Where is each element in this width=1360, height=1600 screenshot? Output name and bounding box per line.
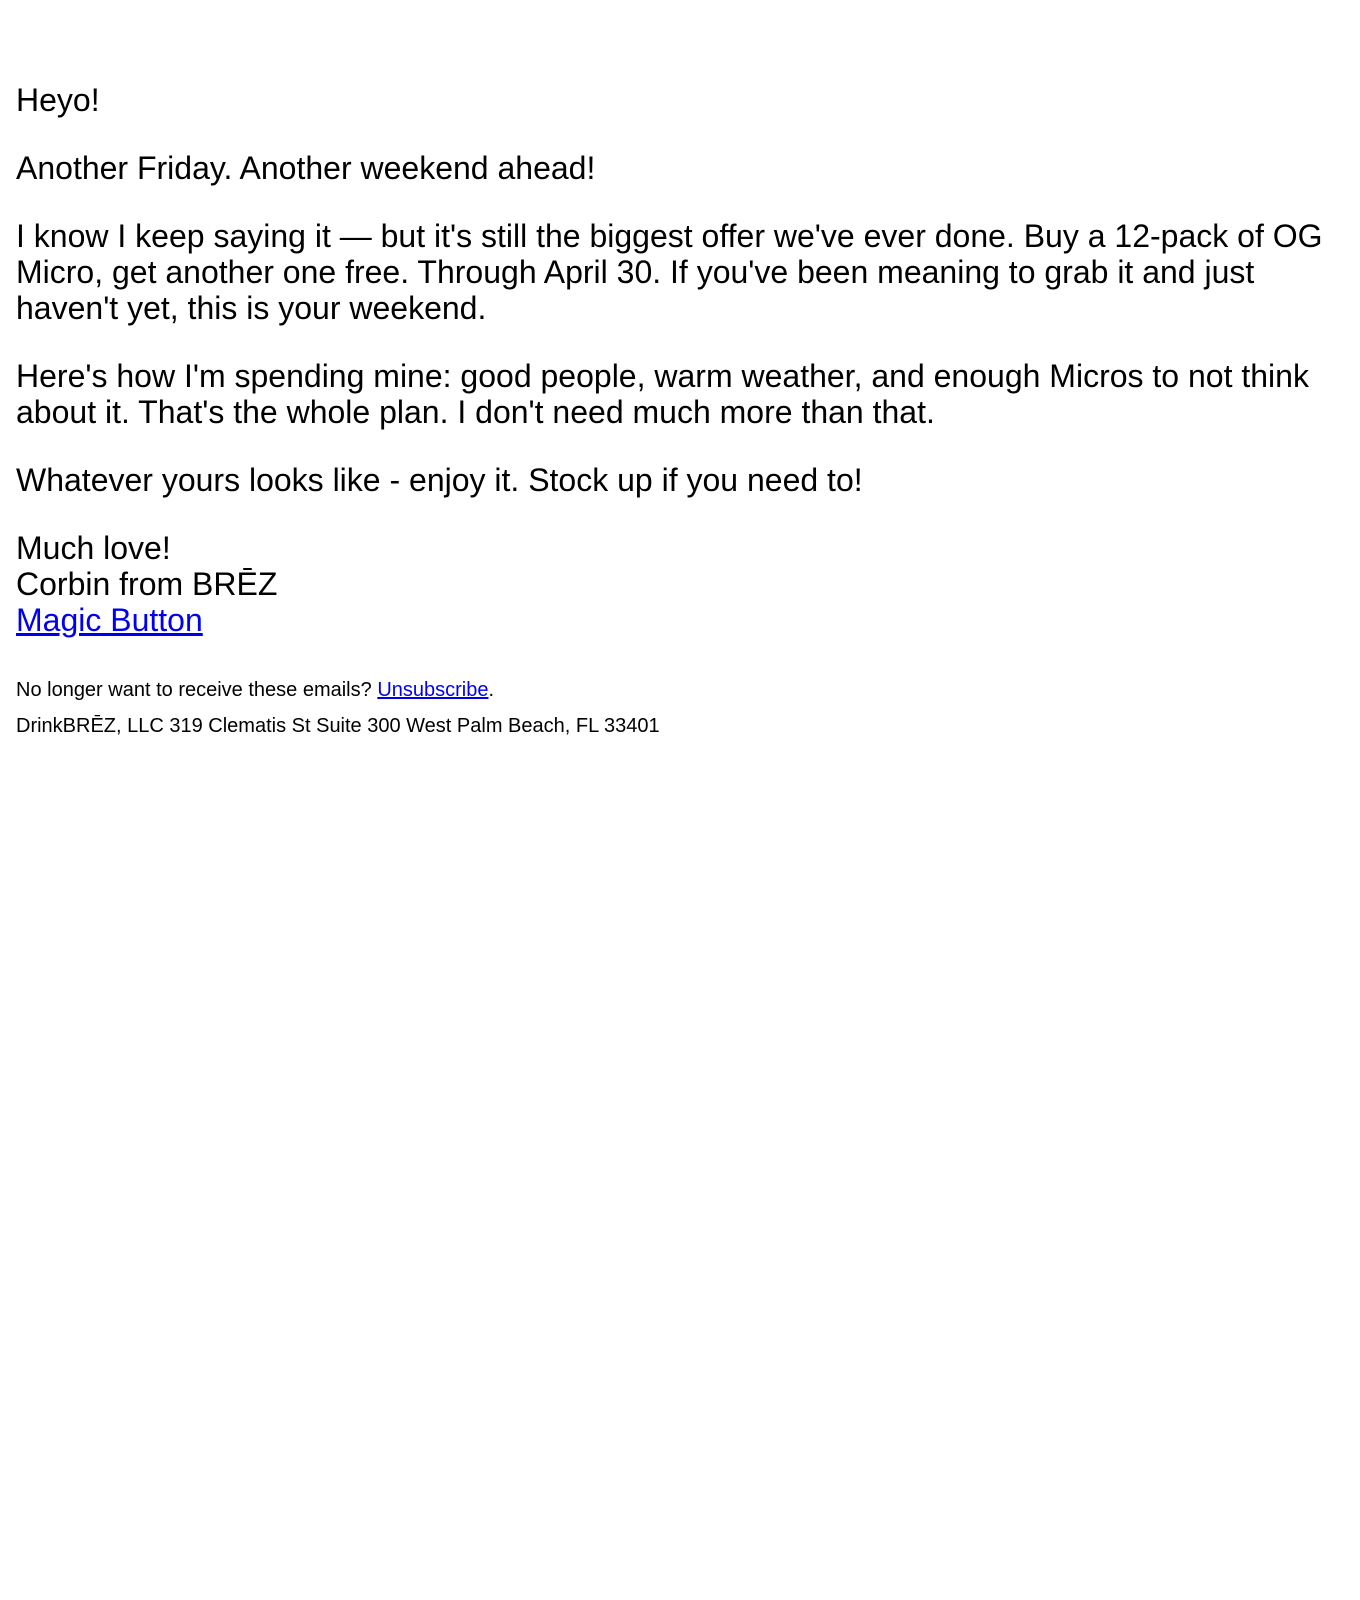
signature-block: [16, 530, 1336, 638]
email-footer: [16, 678, 1336, 738]
unsubscribe-prompt: No longer want to receive these emails?: [16, 679, 372, 701]
unsubscribe-line: [16, 678, 1336, 702]
unsubscribe-link[interactable]: Unsubscribe: [377, 679, 489, 701]
greeting-text: Heyo!: [16, 82, 100, 118]
company-address: DrinkBRĒZ, LLC 319 Clematis St Suite 300 West Palm Beach, FL 33401: [16, 715, 660, 737]
unsubscribe-suffix: .: [488, 679, 495, 701]
email-body: [16, 82, 1336, 750]
offer-paragraph: I know I keep saying it — but it's still the biggest offer we've ever done. Buy a 12-pack of OG Micro, get another one free. Through April 30. If you've been meaning to grab it and just haven't yet, this is your weekend.: [16, 218, 1323, 326]
signature-name: Corbin from BRĒZ: [16, 566, 278, 602]
plan-paragraph: Here's how I'm spending mine: good people, warm weather, and enough Micros to not think about it. That's the whole plan. I don't need much more than that.: [16, 358, 1309, 430]
intro-text: Another Friday. Another weekend ahead!: [16, 150, 596, 186]
closing-paragraph: Whatever yours looks like - enjoy it. Stock up if you need to!: [16, 462, 863, 498]
magic-button-link[interactable]: Magic Button: [16, 602, 203, 638]
signoff-text: Much love!: [16, 530, 171, 566]
